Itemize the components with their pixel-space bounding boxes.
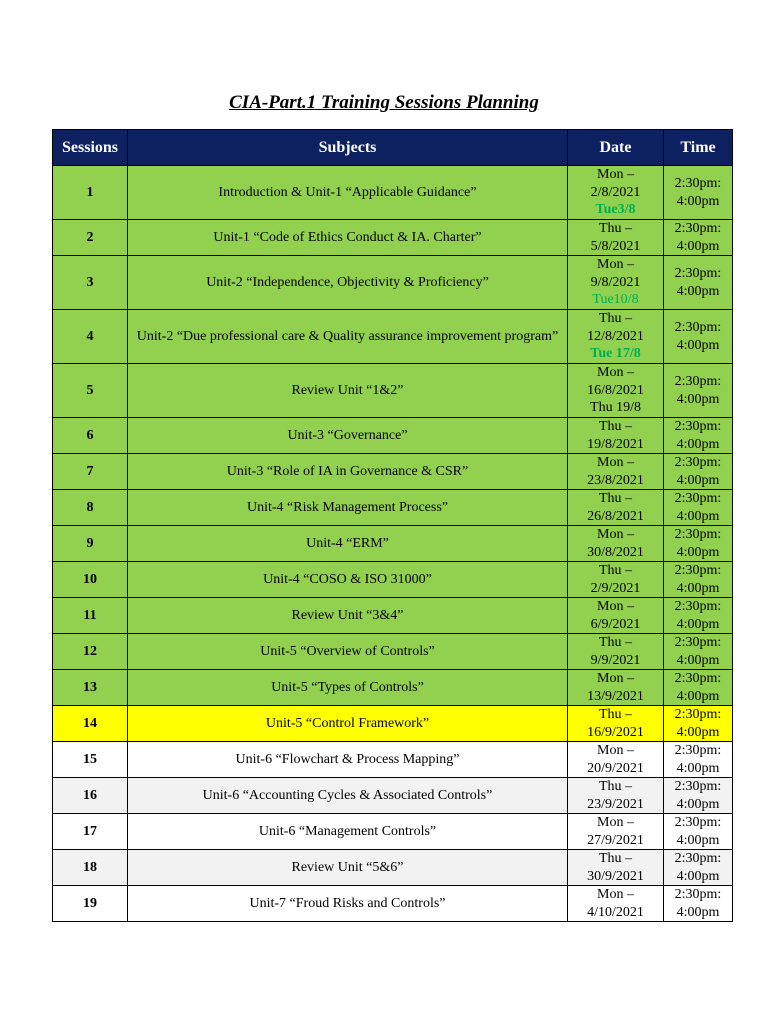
session-date: 27/9/2021 xyxy=(587,832,644,848)
session-day: Thu – xyxy=(598,851,633,866)
session-date-cell xyxy=(568,634,664,670)
table-row xyxy=(53,454,733,490)
table-header-row xyxy=(53,130,733,166)
session-subject: Review Unit “5&6” xyxy=(128,850,568,886)
session-subject: Introduction & Unit-1 “Applicable Guidance” xyxy=(128,166,568,220)
session-date-cell xyxy=(568,850,664,886)
session-date: 4/10/2021 xyxy=(587,904,644,920)
session-subject: Unit-5 “Types of Controls” xyxy=(128,670,568,706)
session-time-cell xyxy=(664,814,733,850)
session-time-cell xyxy=(664,850,733,886)
session-day: Mon – xyxy=(597,743,634,758)
session-subject: Unit-3 “Role of IA in Governance & CSR” xyxy=(128,454,568,490)
session-time-start: 2:30pm: xyxy=(674,563,722,578)
table-row xyxy=(53,562,733,598)
session-date: 9/9/2021 xyxy=(590,652,641,668)
header-subjects: Subjects xyxy=(128,130,568,166)
session-time-start: 2:30pm: xyxy=(674,887,722,902)
session-time-cell xyxy=(664,778,733,814)
session-date: 30/9/2021 xyxy=(587,868,644,884)
session-number: 13 xyxy=(53,670,128,706)
table-row xyxy=(53,310,733,364)
session-time-end: 4:00pm xyxy=(676,580,720,596)
session-date: 12/8/2021 xyxy=(587,328,644,344)
session-time-cell xyxy=(664,256,733,310)
page-title: CIA-Part.1 Training Sessions Planning xyxy=(229,92,539,113)
session-subject: Unit-6 “Flowchart & Process Mapping” xyxy=(128,742,568,778)
session-time-end: 4:00pm xyxy=(676,616,720,632)
session-time-start: 2:30pm: xyxy=(674,635,722,650)
table-row xyxy=(53,850,733,886)
session-time-start: 2:30pm: xyxy=(674,266,722,281)
session-number: 12 xyxy=(53,634,128,670)
session-day: Thu – xyxy=(598,419,633,434)
session-number: 7 xyxy=(53,454,128,490)
session-subject: Unit-5 “Overview of Controls” xyxy=(128,634,568,670)
session-date: 16/8/2021 xyxy=(587,382,644,398)
session-day: Thu – xyxy=(598,635,633,650)
session-time-end: 4:00pm xyxy=(676,652,720,668)
session-date-cell xyxy=(568,454,664,490)
table-row xyxy=(53,166,733,220)
session-time-start: 2:30pm: xyxy=(674,779,722,794)
session-date-cell xyxy=(568,364,664,418)
session-time-cell xyxy=(664,418,733,454)
session-subject: Unit-4 “COSO & ISO 31000” xyxy=(128,562,568,598)
session-subject: Unit-4 “ERM” xyxy=(128,526,568,562)
session-date-cell xyxy=(568,778,664,814)
session-number: 3 xyxy=(53,256,128,310)
session-number: 14 xyxy=(53,706,128,742)
session-time-start: 2:30pm: xyxy=(674,455,722,470)
session-time-end: 4:00pm xyxy=(676,283,720,299)
session-number: 2 xyxy=(53,220,128,256)
session-time-cell xyxy=(664,310,733,364)
session-time-start: 2:30pm: xyxy=(674,176,722,191)
session-time-cell xyxy=(664,670,733,706)
session-time-cell xyxy=(664,886,733,922)
session-number: 4 xyxy=(53,310,128,364)
session-date-cell xyxy=(568,418,664,454)
table-row xyxy=(53,598,733,634)
session-day: Thu – xyxy=(598,779,633,794)
session-date-cell xyxy=(568,670,664,706)
header-time: Time xyxy=(664,130,733,166)
session-subject: Review Unit “1&2” xyxy=(128,364,568,418)
session-number: 16 xyxy=(53,778,128,814)
session-day: Mon – xyxy=(597,887,634,902)
table-row xyxy=(53,778,733,814)
session-time-end: 4:00pm xyxy=(676,904,720,920)
session-date-cell xyxy=(568,310,664,364)
session-date-cell xyxy=(568,220,664,256)
session-time-end: 4:00pm xyxy=(676,544,720,560)
table-row xyxy=(53,490,733,526)
session-time-start: 2:30pm: xyxy=(674,851,722,866)
session-time-cell xyxy=(664,742,733,778)
session-date-cell xyxy=(568,742,664,778)
session-subject: Unit-5 “Control Framework” xyxy=(128,706,568,742)
session-subject: Unit-6 “Management Controls” xyxy=(128,814,568,850)
session-number: 10 xyxy=(53,562,128,598)
session-number: 1 xyxy=(53,166,128,220)
session-time-end: 4:00pm xyxy=(676,796,720,812)
session-time-end: 4:00pm xyxy=(676,508,720,524)
session-number: 8 xyxy=(53,490,128,526)
session-subject: Unit-7 “Froud Risks and Controls” xyxy=(128,886,568,922)
session-time-end: 4:00pm xyxy=(676,193,720,209)
session-time-end: 4:00pm xyxy=(676,337,720,353)
session-time-cell xyxy=(664,562,733,598)
session-time-start: 2:30pm: xyxy=(674,599,722,614)
header-sessions: Sessions xyxy=(53,130,128,166)
session-time-start: 2:30pm: xyxy=(674,707,722,722)
session-time-end: 4:00pm xyxy=(676,688,720,704)
session-date-cell xyxy=(568,256,664,310)
session-date-cell xyxy=(568,814,664,850)
session-number: 17 xyxy=(53,814,128,850)
rescheduled-date: Tue3/8 xyxy=(595,202,636,218)
session-date: 20/9/2021 xyxy=(587,760,644,776)
session-time-start: 2:30pm: xyxy=(674,743,722,758)
session-time-end: 4:00pm xyxy=(676,760,720,776)
session-date-cell xyxy=(568,562,664,598)
session-subject: Unit-4 “Risk Management Process” xyxy=(128,490,568,526)
session-number: 15 xyxy=(53,742,128,778)
session-day: Mon – xyxy=(597,527,634,542)
session-day: Thu – xyxy=(598,311,633,327)
table-row xyxy=(53,706,733,742)
rescheduled-date: Tue10/8 xyxy=(592,292,639,308)
table-row xyxy=(53,634,733,670)
session-time-cell xyxy=(664,634,733,670)
session-time-end: 4:00pm xyxy=(676,868,720,884)
session-time-end: 4:00pm xyxy=(676,391,720,407)
session-time-start: 2:30pm: xyxy=(674,527,722,542)
session-number: 5 xyxy=(53,364,128,418)
table-row xyxy=(53,526,733,562)
session-time-start: 2:30pm: xyxy=(674,815,722,830)
session-time-cell xyxy=(664,166,733,220)
session-date-cell xyxy=(568,166,664,220)
session-date-cell xyxy=(568,490,664,526)
table-row xyxy=(53,418,733,454)
rescheduled-date: Thu 19/8 xyxy=(590,400,641,416)
session-time-end: 4:00pm xyxy=(676,832,720,848)
session-time-cell xyxy=(664,526,733,562)
rescheduled-date: Tue 17/8 xyxy=(590,346,641,362)
table-row xyxy=(53,364,733,418)
table-row xyxy=(53,220,733,256)
session-time-end: 4:00pm xyxy=(676,238,720,254)
session-date: 5/8/2021 xyxy=(590,238,641,254)
session-number: 6 xyxy=(53,418,128,454)
session-day: Thu – xyxy=(598,707,633,722)
session-date: 13/9/2021 xyxy=(587,688,644,704)
session-time-end: 4:00pm xyxy=(676,724,720,740)
session-date-cell xyxy=(568,706,664,742)
table-row xyxy=(53,814,733,850)
session-time-cell xyxy=(664,490,733,526)
session-date: 19/8/2021 xyxy=(587,436,644,452)
session-time-cell xyxy=(664,454,733,490)
session-time-end: 4:00pm xyxy=(676,472,720,488)
session-time-start: 2:30pm: xyxy=(674,419,722,434)
session-date-cell xyxy=(568,886,664,922)
session-subject: Unit-6 “Accounting Cycles & Associated Controls” xyxy=(128,778,568,814)
session-day: Mon – xyxy=(597,815,634,830)
session-number: 18 xyxy=(53,850,128,886)
session-number: 9 xyxy=(53,526,128,562)
session-day: Thu – xyxy=(598,563,633,578)
table-row xyxy=(53,886,733,922)
session-date: 2/9/2021 xyxy=(590,580,641,596)
session-time-cell xyxy=(664,220,733,256)
session-date: 9/8/2021 xyxy=(590,274,641,290)
session-number: 11 xyxy=(53,598,128,634)
session-date: 2/8/2021 xyxy=(590,184,641,200)
session-date: 6/9/2021 xyxy=(590,616,641,632)
table-row xyxy=(53,670,733,706)
session-time-start: 2:30pm: xyxy=(674,374,722,389)
session-date: 30/8/2021 xyxy=(587,544,644,560)
session-day: Mon – xyxy=(597,599,634,614)
session-date: 23/9/2021 xyxy=(587,796,644,812)
session-subject: Unit-1 “Code of Ethics Conduct & IA. Charter” xyxy=(128,220,568,256)
session-date-cell xyxy=(568,526,664,562)
session-day: Mon – xyxy=(597,365,634,381)
table-row xyxy=(53,256,733,310)
session-subject: Unit-2 “Independence, Objectivity & Proficiency” xyxy=(128,256,568,310)
session-date-cell xyxy=(568,598,664,634)
session-day: Thu – xyxy=(598,221,633,236)
session-time-cell xyxy=(664,706,733,742)
session-time-start: 2:30pm: xyxy=(674,671,722,686)
session-time-end: 4:00pm xyxy=(676,436,720,452)
session-day: Mon – xyxy=(597,167,634,183)
session-date: 16/9/2021 xyxy=(587,724,644,740)
session-number: 19 xyxy=(53,886,128,922)
session-subject: Review Unit “3&4” xyxy=(128,598,568,634)
session-date: 23/8/2021 xyxy=(587,472,644,488)
header-date: Date xyxy=(568,130,664,166)
session-subject: Unit-2 “Due professional care & Quality assurance improvement program” xyxy=(128,310,568,364)
session-subject: Unit-3 “Governance” xyxy=(128,418,568,454)
session-time-start: 2:30pm: xyxy=(674,320,722,335)
session-time-cell xyxy=(664,598,733,634)
session-day: Mon – xyxy=(597,455,634,470)
sessions-table xyxy=(52,129,733,922)
session-date: 26/8/2021 xyxy=(587,508,644,524)
session-time-start: 2:30pm: xyxy=(674,221,722,236)
session-time-start: 2:30pm: xyxy=(674,491,722,506)
session-day: Mon – xyxy=(597,257,634,273)
session-time-cell xyxy=(664,364,733,418)
session-day: Mon – xyxy=(597,671,634,686)
session-day: Thu – xyxy=(598,491,633,506)
table-row xyxy=(53,742,733,778)
